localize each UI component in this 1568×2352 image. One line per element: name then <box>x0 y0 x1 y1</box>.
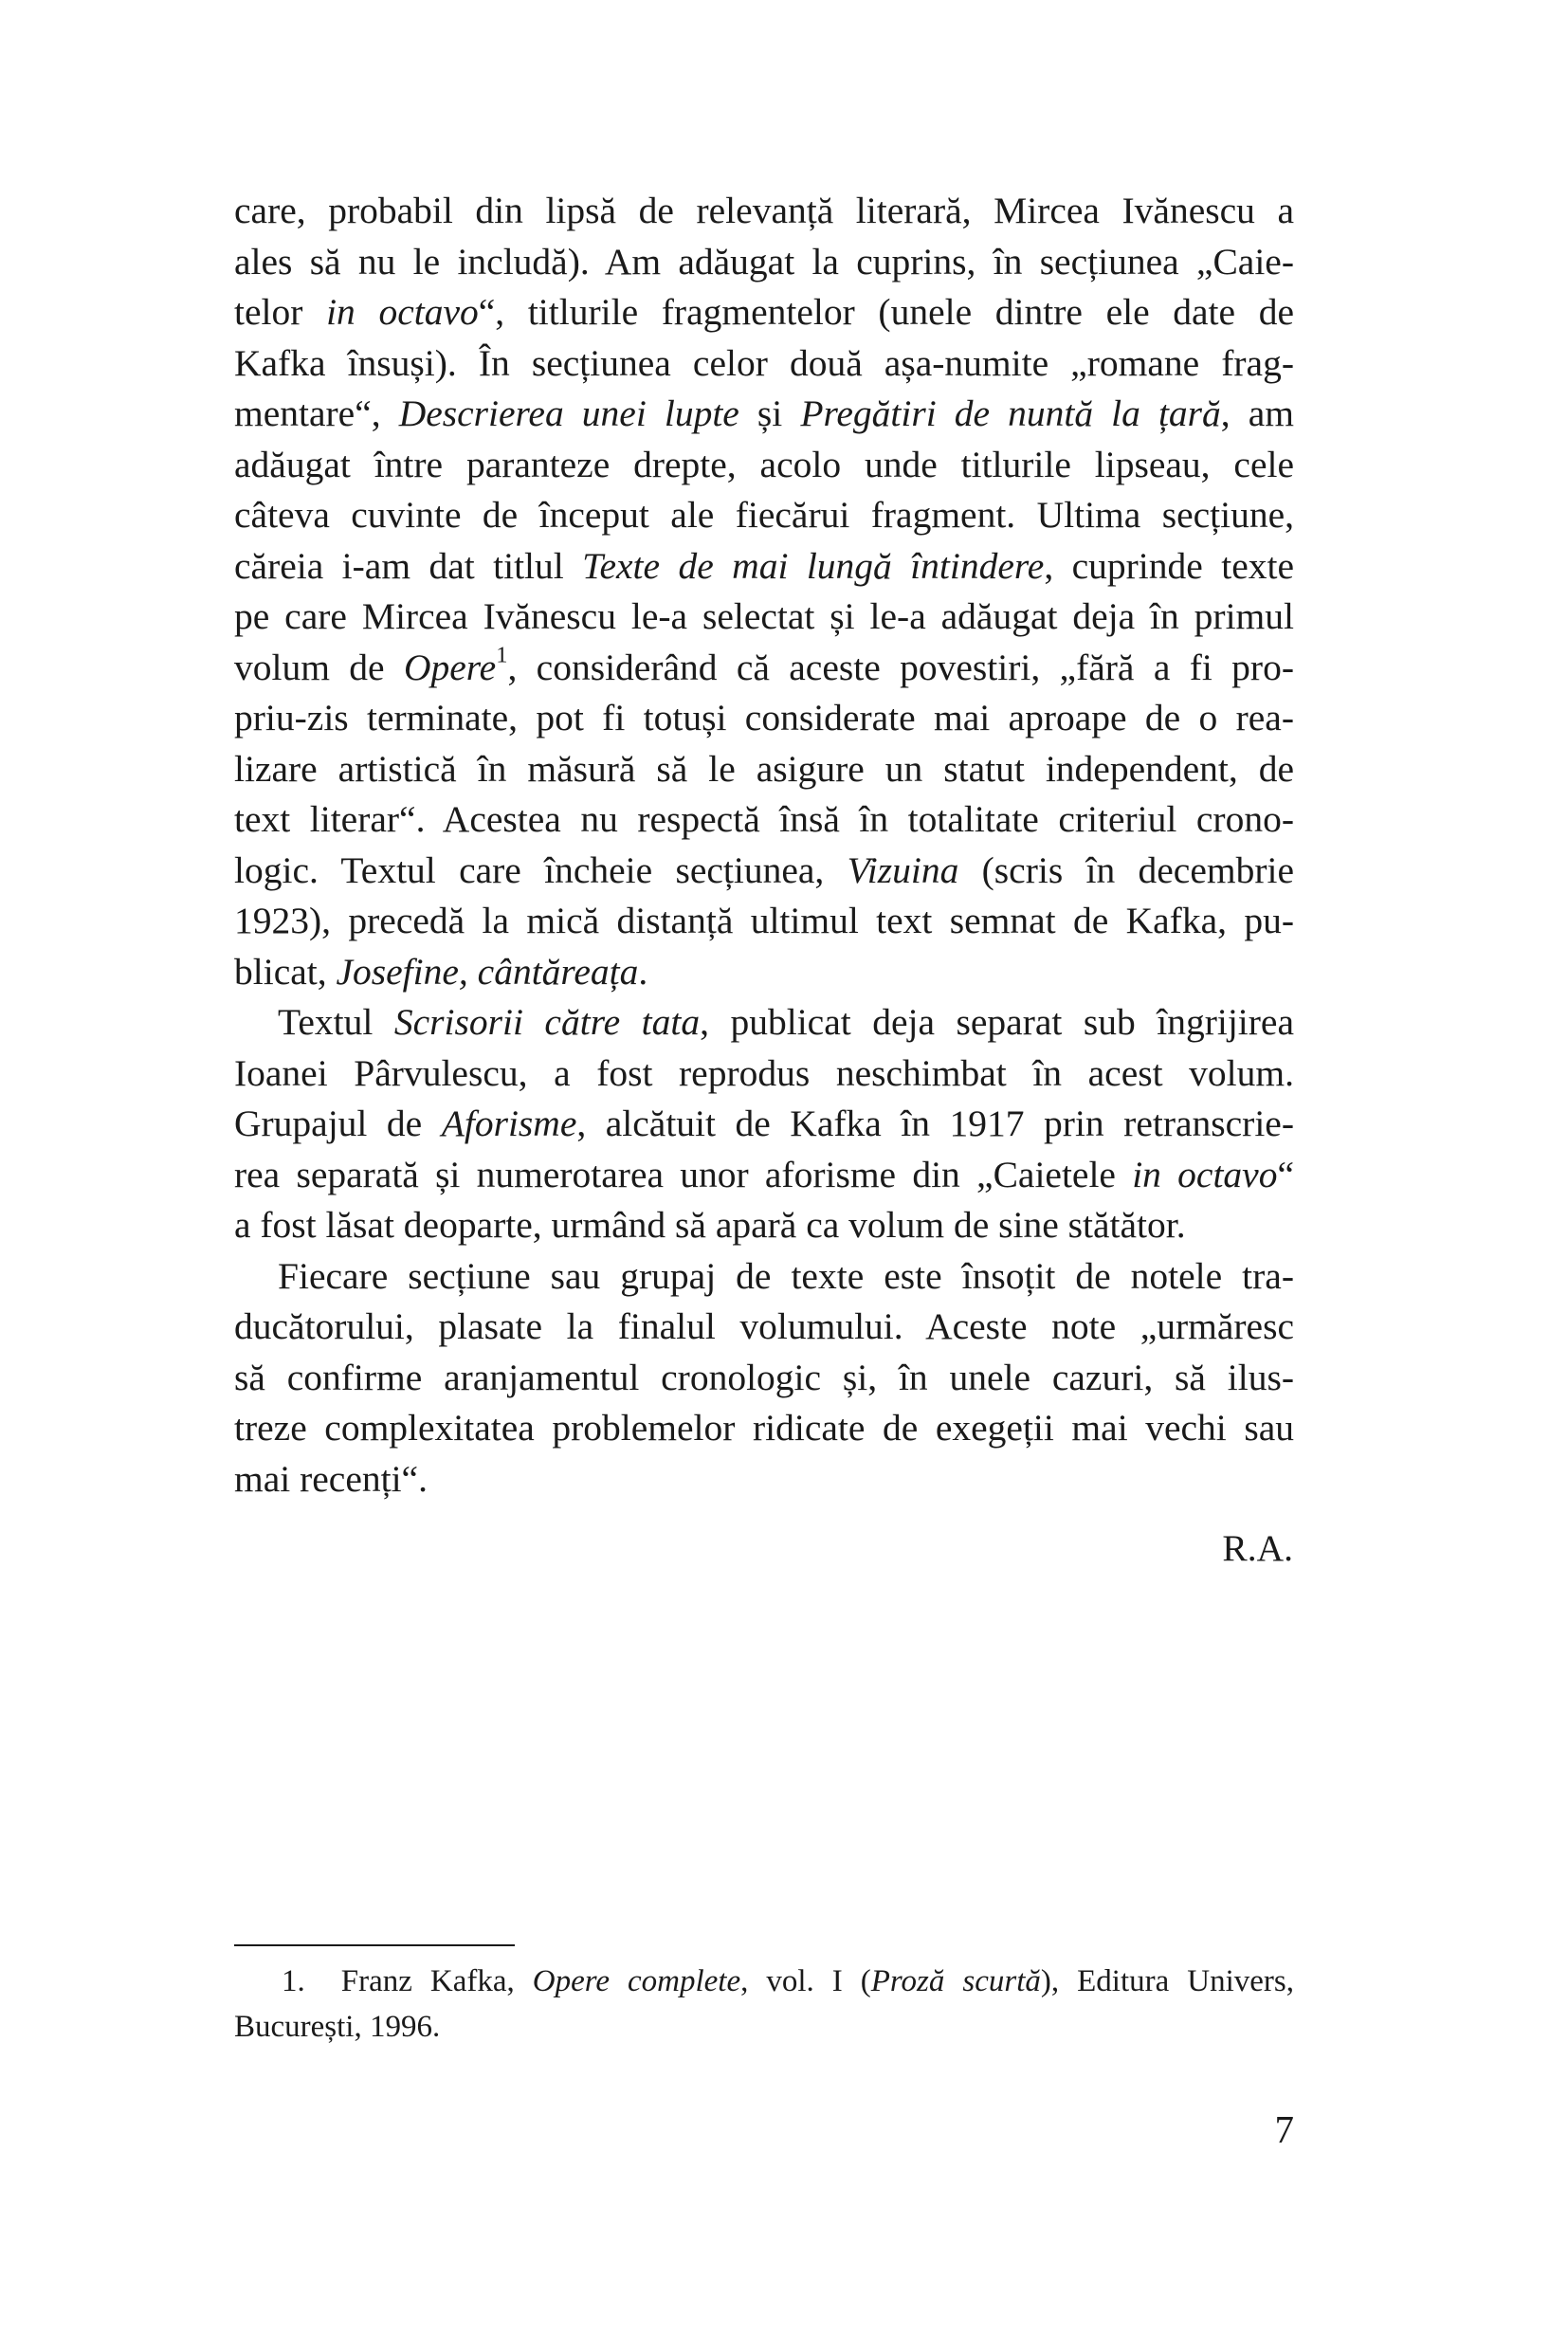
text-run: Ioanei Pârvulescu, a fost reprodus neschimbat în acest volum. <box>234 1051 1294 1094</box>
text-run: mai recenți“. <box>234 1457 428 1500</box>
text-line <box>234 1403 1294 1454</box>
footnote-continuation: București, 1996. <box>234 2010 441 2044</box>
text-line <box>234 896 1294 947</box>
text-run: 1923), precedă la mică distanță ultimul text semnat de Kafka, pu- <box>234 900 1294 941</box>
italic-title: Pregătiri de nuntă la țară <box>800 392 1221 434</box>
text-run: “, titlurile fragmentelor (unele dintre ele date de <box>478 291 1295 333</box>
text-run: , vol. I ( <box>740 1964 871 1998</box>
footnote-reference: 1 <box>496 642 508 668</box>
footnote-divider <box>234 1944 515 1946</box>
text-line <box>234 947 1294 998</box>
text-run: câteva cuvinte de început ale fiecărui fragment. Ultima secțiune, <box>234 494 1294 536</box>
text-run: să confirme aranjamentul cronologic și, în unele cazuri, să ilus- <box>234 1356 1294 1398</box>
italic-title: Josefine, cântăreața <box>336 950 639 993</box>
text-run: care, probabil din lipsă de relevanță literară, Mircea Ivănescu a <box>234 190 1294 231</box>
italic-title: in octavo <box>326 291 479 333</box>
text-line <box>234 186 1294 237</box>
text-run: , publicat deja separat sub îngrijirea <box>700 1001 1295 1043</box>
text-run: Franz Kafka, <box>340 1964 533 1998</box>
text-line <box>234 693 1294 744</box>
text-run: pe care Mircea Ivănescu le-a selectat și le-a adăugat deja în primul <box>234 595 1294 637</box>
text-line <box>234 1353 1294 1404</box>
text-run: telor <box>234 291 327 333</box>
text-run: și <box>738 392 801 434</box>
text-run: Fiecare secțiune sau grupaj de texte este însoțit de notele tra- <box>278 1254 1294 1297</box>
text-run: Kafka însuși). În secțiunea celor două așa-numite „romane frag- <box>234 341 1294 384</box>
text-line <box>234 1099 1294 1150</box>
text-run: treze complexitatea problemelor ridicate de exegeții mai vechi sau <box>234 1407 1294 1449</box>
text-line <box>234 1454 1294 1505</box>
text-run: volum de <box>234 646 404 688</box>
text-run: , alcătuit de Kafka în 1917 prin retranscrie- <box>576 1103 1294 1144</box>
text-line <box>234 794 1294 846</box>
text-line <box>234 389 1294 440</box>
italic-title: in octavo <box>1132 1153 1278 1195</box>
text-run: . <box>638 950 648 993</box>
text-run: Textul <box>278 1001 394 1043</box>
text-run: lizare artistică în măsură să le asigure un statut independent, de <box>234 747 1294 790</box>
text-run: mentare“, <box>234 392 399 434</box>
text-run: rea separată și numerotarea unor aforisme din „Caietele <box>234 1153 1133 1195</box>
text-line <box>234 237 1294 288</box>
text-line <box>234 287 1294 338</box>
footnote-citation <box>341 1964 1294 1998</box>
text-line <box>234 643 1294 694</box>
text-run: logic. Textul care încheie secțiunea, <box>234 848 848 891</box>
text-line <box>234 1302 1294 1353</box>
italic-title: Descrierea unei lupte <box>398 392 739 434</box>
italic-title: Vizuina <box>847 848 959 891</box>
signature-initials: R.A. <box>1222 1527 1293 1569</box>
footnote-line <box>234 1959 1294 2004</box>
footnote <box>234 1959 1294 2050</box>
italic-title: Texte de mai lungă întindere <box>582 544 1045 587</box>
text-line <box>234 1251 1294 1303</box>
italic-title: Proză scurtă <box>870 1964 1041 1998</box>
text-run: priu-zis terminate, pot fi totuși considerate mai aproape de o rea- <box>234 697 1294 738</box>
italic-title: Scrisorii către tata <box>393 1001 701 1043</box>
text-line <box>234 592 1294 643</box>
text-run: , am <box>1220 392 1294 434</box>
text-run: “ <box>1277 1153 1294 1195</box>
text-line <box>234 1150 1294 1201</box>
text-run: căreia i-am dat titlul <box>234 544 583 587</box>
text-run: ducătorului, plasate la finalul volumului. Aceste note „urmăresc <box>234 1305 1294 1347</box>
text-line <box>234 541 1294 593</box>
page-number: 7 <box>1274 2107 1294 2151</box>
body-text <box>234 186 1294 1504</box>
text-line <box>234 1048 1294 1100</box>
text-run: a fost lăsat deoparte, urmând să apară ca volum de sine stătător. <box>234 1204 1186 1246</box>
text-line <box>234 846 1294 897</box>
text-run: Grupajul de <box>234 1103 442 1144</box>
text-run: adăugat între paranteze drepte, acolo unde titlurile lipseau, cele <box>234 443 1294 485</box>
text-run: ), Editura Univers, <box>1040 1964 1294 1998</box>
text-run: text literar“. Acestea nu respectă însă în totalitate criteriul crono- <box>234 798 1294 840</box>
text-run: , considerând că aceste povestiri, „fără a fi pro- <box>507 646 1294 688</box>
footnote-marker: 1. <box>282 1964 305 1998</box>
text-run: (scris în decembrie <box>958 848 1294 891</box>
text-line <box>234 1200 1294 1251</box>
text-line <box>234 744 1294 795</box>
italic-title: Opere complete <box>532 1964 741 1998</box>
text-line <box>234 338 1294 390</box>
text-run: blicat, <box>234 950 337 993</box>
text-line <box>234 490 1294 541</box>
text-run: , cuprinde texte <box>1044 544 1294 587</box>
italic-title: Aforisme <box>441 1103 577 1144</box>
text-line <box>234 440 1294 491</box>
text-run: ales să nu le includă). Am adăugat la cuprins, în secțiunea „Caie- <box>234 240 1294 283</box>
italic-title: Opere <box>403 646 497 688</box>
text-line <box>234 997 1294 1048</box>
